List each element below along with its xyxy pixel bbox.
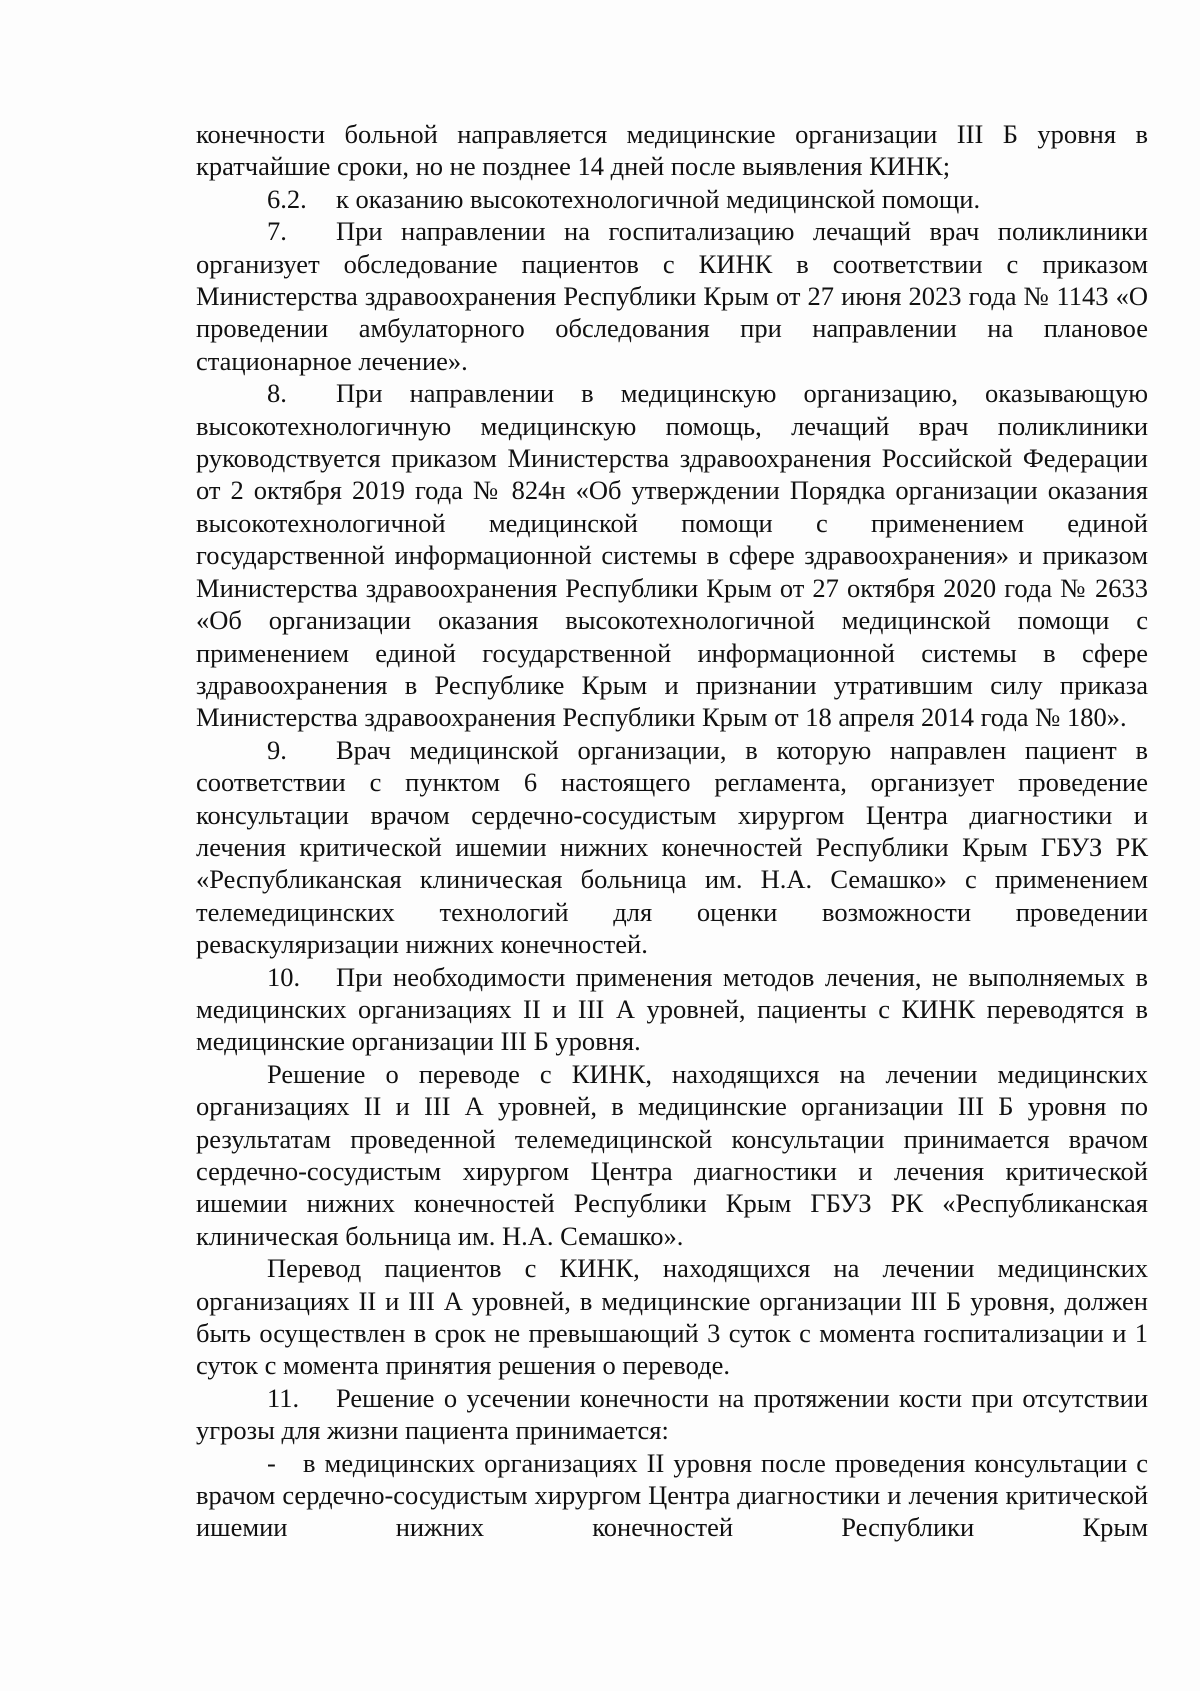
paragraph-text: При необходимости применения методов лечения, не выполняемых в медицинских организациях II и III А уровней, пациенты с КИНК переводятся в медицинские организации III Б уровня. — [196, 961, 1148, 1057]
paragraph-text: к оказанию высокотехнологичной медицинской помощи. — [336, 183, 981, 214]
paragraph-text: Перевод пациентов с КИНК, находящихся на лечении медицинских организациях II и III А уровней, в медицинские организации III Б уровня, должен быть осуществлен в срок не превышающий 3 суток с момента госпитализации и 1 суток с момента принятия решения о переводе. — [196, 1253, 1148, 1381]
paragraph-decision — [196, 1058, 1148, 1252]
paragraph-text: в медицинских организациях II уровня после проведения консультации с врачом сердечно-сосудистым хирургом Центра диагностики и лечения критической ишемии нижних конечностей Республики Крым — [196, 1447, 1148, 1543]
paragraph-number: 11. — [267, 1382, 300, 1413]
paragraph-transfer — [196, 1252, 1148, 1382]
paragraph-number: 10. — [267, 961, 301, 992]
paragraph-text: конечности больной направляется медицинские организации III Б уровня в кратчайшие сроки, но не позднее 14 дней после выявления КИНК; — [196, 119, 1148, 182]
paragraph-8 — [196, 377, 1148, 733]
paragraph-text: При направлении в медицинскую организацию, оказывающую высокотехнологичную медицинскую помощь, лечащий врач поликлиники руководствуется приказом Министерства здравоохранения Российской Федерации от 2 октября 2019 года № 824н «Об утверждении Порядка организации оказания высокотехнологичной медицинской помощи с применением единой государственной информационной системы в сфере здравоохранения» и приказом Министерства здравоохранения Республики Крым от 27 октября 2020 года № 2633 «Об организации оказания высокотехнологичной медицинской помощи с применением единой государственной информационной системы в сфере здравоохранения в Республике Крым и признании утратившим силу приказа Министерства здравоохранения Республики Крым от 18 апреля 2014 года № 180». — [196, 378, 1148, 733]
paragraph-10 — [196, 961, 1148, 1058]
paragraph-number: 6.2. — [267, 183, 307, 214]
paragraph-6-2 — [196, 183, 1148, 215]
paragraph-number: 7. — [267, 216, 287, 247]
paragraph-text: Решение о усечении конечности на протяжении кости при отсутствии угрозы для жизни пациента принимается: — [196, 1382, 1148, 1446]
paragraph-number: 9. — [267, 734, 287, 765]
paragraph-continuation — [196, 118, 1148, 183]
document-body — [196, 118, 1148, 1544]
paragraph-text: Решение о переводе с КИНК, находящихся на лечении медицинских организациях II и III А уровней, в медицинские организации III Б уровня по результатам проведенной телемедицинской консультации принимается врачом сердечно-сосудистым хирургом Центра диагностики и лечения критической ишемии нижних конечностей Республики Крым ГБУЗ РК «Республиканская клиническая больница им. Н.А. Семашко». — [196, 1058, 1148, 1251]
paragraph-text: Врач медицинской организации, в которую направлен пациент в соответствии с пунктом 6 настоящего регламента, организует проведение консультации врачом сердечно-сосудистым хирургом Центра диагностики и лечения критической ишемии нижних конечностей Республики Крым ГБУЗ РК «Республиканская клиническая больница им. Н.А. Семашко» с применением телемедицинских технологий для оценки возможности проведении реваскуляризации нижних конечностей. — [196, 734, 1148, 960]
paragraph-7 — [196, 215, 1148, 377]
list-dash: - — [267, 1447, 276, 1478]
paragraph-9 — [196, 734, 1148, 961]
paragraph-11 — [196, 1382, 1148, 1447]
paragraph-text: При направлении на госпитализацию лечащий врач поликлиники организует обследование пациентов с КИНК в соответствии с приказом Министерства здравоохранения Республики Крым от 27 июня 2023 года № 1143 «О проведении амбулаторного обследования при направлении на плановое стационарное лечение». — [196, 216, 1148, 376]
paragraph-number: 8. — [267, 378, 287, 409]
paragraph-dash-item — [196, 1447, 1148, 1544]
